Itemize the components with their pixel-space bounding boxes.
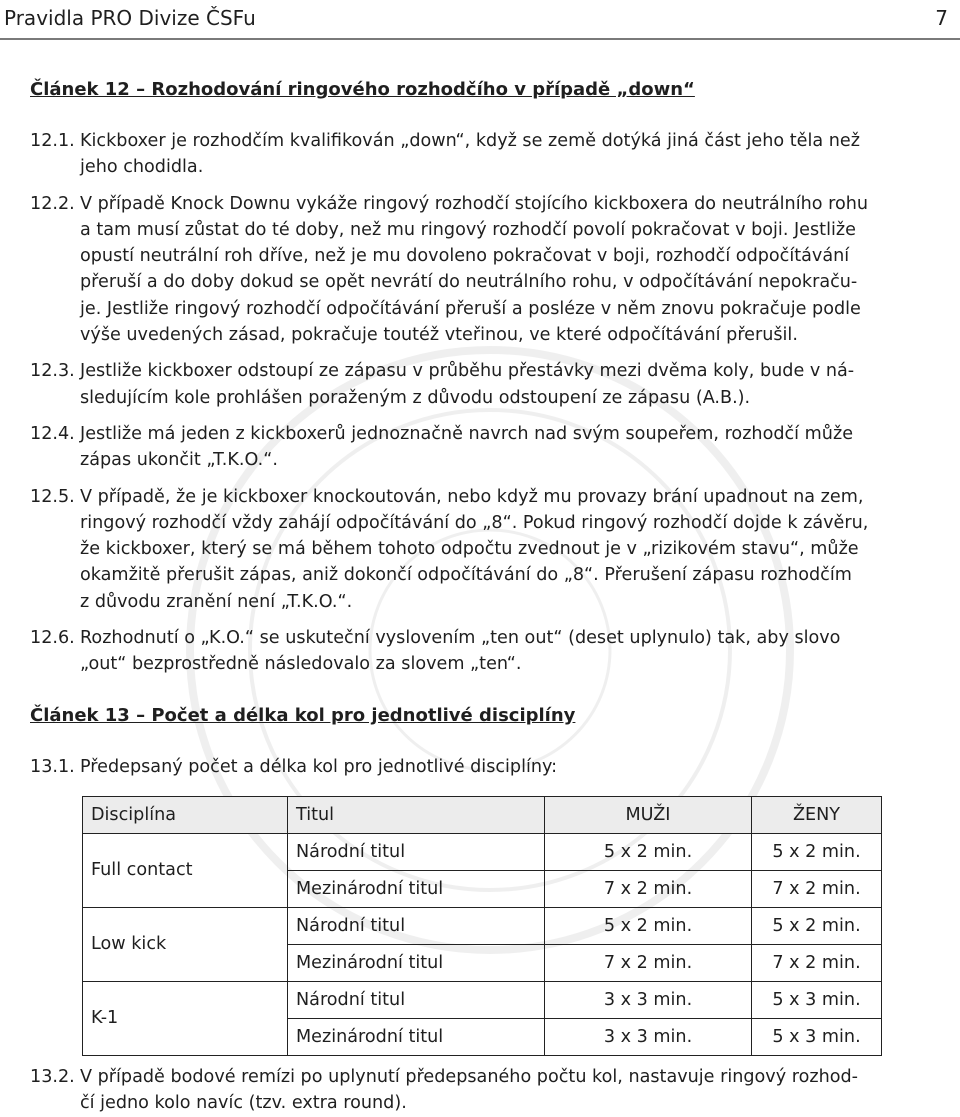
paragraph-number: 12.3. [30, 361, 75, 382]
header-discipline: Disciplína [83, 796, 288, 833]
text-line: že kickboxer, který se má během tohoto odpočtu zvednout je v „rizikovém stavu“, může [80, 539, 859, 560]
table-row [83, 907, 882, 944]
title-cell: Mezinárodní titul [288, 1018, 545, 1055]
page-content [30, 78, 936, 1117]
paragraph-number: 13.1. [30, 756, 75, 777]
paragraph-12-5 [30, 484, 936, 615]
men-cell: 7 x 2 min. [545, 870, 752, 907]
paragraph-text [80, 1064, 936, 1117]
discipline-cell: K-1 [83, 981, 288, 1055]
men-cell: 3 x 3 min. [545, 1018, 752, 1055]
women-cell: 7 x 2 min. [752, 944, 882, 981]
table-header-row [83, 796, 882, 833]
paragraph-text [80, 484, 936, 615]
women-cell: 7 x 2 min. [752, 870, 882, 907]
paragraph-12-1 [30, 128, 936, 181]
paragraph-text [80, 358, 936, 411]
men-cell: 5 x 2 min. [545, 907, 752, 944]
paragraph-number: 12.6. [30, 628, 75, 649]
title-cell: Národní titul [288, 833, 545, 870]
paragraph-12-3 [30, 358, 936, 411]
men-cell: 5 x 2 min. [545, 833, 752, 870]
text-line: Jestliže má jeden z kickboxerů jednoznačně navrch nad svým soupeřem, rozhodčí může [80, 423, 854, 444]
header-title: Titul [288, 796, 545, 833]
document-title: Pravidla PRO Divize ČSFu [4, 6, 256, 30]
table-container [82, 796, 936, 1056]
paragraph-number: 13.2. [30, 1066, 75, 1087]
text-line: „out“ bezprostředně následovalo za slovem „ten“. [80, 654, 522, 675]
text-line: Rozhodnutí o „K.O.“ se uskuteční vyslovením „ten out“ (deset uplynulo) tak, aby slovo [80, 628, 841, 649]
text-line: z důvodu zranění není „T.K.O.“. [80, 591, 353, 612]
text-line: V případě, že je kickboxer knockoutován, nebo když mu provazy brání upadnout na zem, [80, 486, 864, 507]
paragraph-text [80, 128, 936, 181]
article-12-body [30, 128, 936, 678]
paragraph-number: 12.1. [30, 131, 75, 151]
title-cell: Mezinárodní titul [288, 870, 545, 907]
table-row [83, 981, 882, 1018]
title-cell: Národní titul [288, 907, 545, 944]
text-line: V případě bodové remízi po uplynutí předepsaného počtu kol, nastavuje ringový rozhod- [80, 1066, 858, 1087]
rounds-table [82, 796, 882, 1056]
women-cell: 5 x 3 min. [752, 1018, 882, 1055]
discipline-cell: Full contact [83, 833, 288, 907]
paragraph-number: 12.2. [30, 193, 75, 214]
text-line: okamžitě přerušit zápas, aniž dokončí odpočítávání do „8“. Přerušení zápasu rozhodčím [80, 565, 852, 586]
paragraph-12-6 [30, 625, 936, 678]
header-women: ŽENY [752, 796, 882, 833]
text-line: výše uvedených zásad, pokračuje toutéž vteřinou, ve které odpočítávání přerušil. [80, 325, 798, 346]
paragraph-text [80, 625, 936, 678]
text-line: je. Jestliže ringový rozhodčí odpočítávání přeruší a posléze v něm znovu pokračuje podle [80, 298, 861, 319]
page-number: 7 [935, 6, 948, 30]
table-body [83, 833, 882, 1055]
text-line: přeruší a do doby dokud se opět nevrátí do neutrálního rohu, v odpočítávání nepokraču- [80, 272, 858, 293]
header-men: MUŽI [545, 796, 752, 833]
men-cell: 3 x 3 min. [545, 981, 752, 1018]
paragraph-13-1 [30, 754, 936, 780]
page-header [0, 0, 960, 40]
women-cell: 5 x 2 min. [752, 907, 882, 944]
paragraph-text [80, 191, 936, 349]
women-cell: 5 x 3 min. [752, 981, 882, 1018]
text-line: opustí neutrální roh dříve, než je mu dovoleno pokračovat v boji, rozhodčí odpočítávání [80, 246, 850, 267]
discipline-cell: Low kick [83, 907, 288, 981]
table-row [83, 833, 882, 870]
text-line: čí jedno kolo navíc (tzv. extra round). [80, 1093, 407, 1114]
paragraph-number: 12.4. [30, 423, 75, 444]
text-line: a tam musí zůstat do té doby, než mu ringový rozhodčí povolí pokračovat v boji. Jestliže [80, 219, 856, 240]
women-cell: 5 x 2 min. [752, 833, 882, 870]
paragraph-12-4 [30, 421, 936, 474]
article-12-heading: Článek 12 – Rozhodování ringového rozhodčího v případě „down“ [30, 79, 695, 100]
text-line: jeho chodidla. [80, 157, 204, 178]
paragraph-13-2 [30, 1064, 936, 1117]
text-line: V případě Knock Downu vykáže ringový rozhodčí stojícího kickboxera do neutrálního rohu [80, 193, 869, 214]
paragraph-text: Předepsaný počet a délka kol pro jednotlivé disciplíny: [80, 756, 558, 777]
men-cell: 7 x 2 min. [545, 944, 752, 981]
header-divider [0, 38, 960, 40]
paragraph-text [80, 421, 936, 474]
paragraph-number: 12.5. [30, 486, 75, 507]
article-13-heading: Článek 13 – Počet a délka kol pro jednotlivé disciplíny [30, 704, 576, 726]
text-line: Jestliže kickboxer odstoupí ze zápasu v průběhu přestávky mezi dvěma koly, bude v ná- [80, 361, 855, 382]
text-line: sledujícím kole prohlášen poraženým z důvodu odstoupení ze zápasu (A.B.). [80, 387, 751, 408]
title-cell: Mezinárodní titul [288, 944, 545, 981]
paragraph-12-2 [30, 191, 936, 349]
text-line: ringový rozhodčí vždy zahájí odpočítávání do „8“. Pokud ringový rozhodčí dojde k závěru, [80, 512, 869, 533]
title-cell: Národní titul [288, 981, 545, 1018]
text-line: Kickboxer je rozhodčím kvalifikován „down“, když se země dotýká jiná část jeho těla než [80, 131, 860, 151]
text-line: zápas ukončit „T.K.O.“. [80, 450, 278, 471]
